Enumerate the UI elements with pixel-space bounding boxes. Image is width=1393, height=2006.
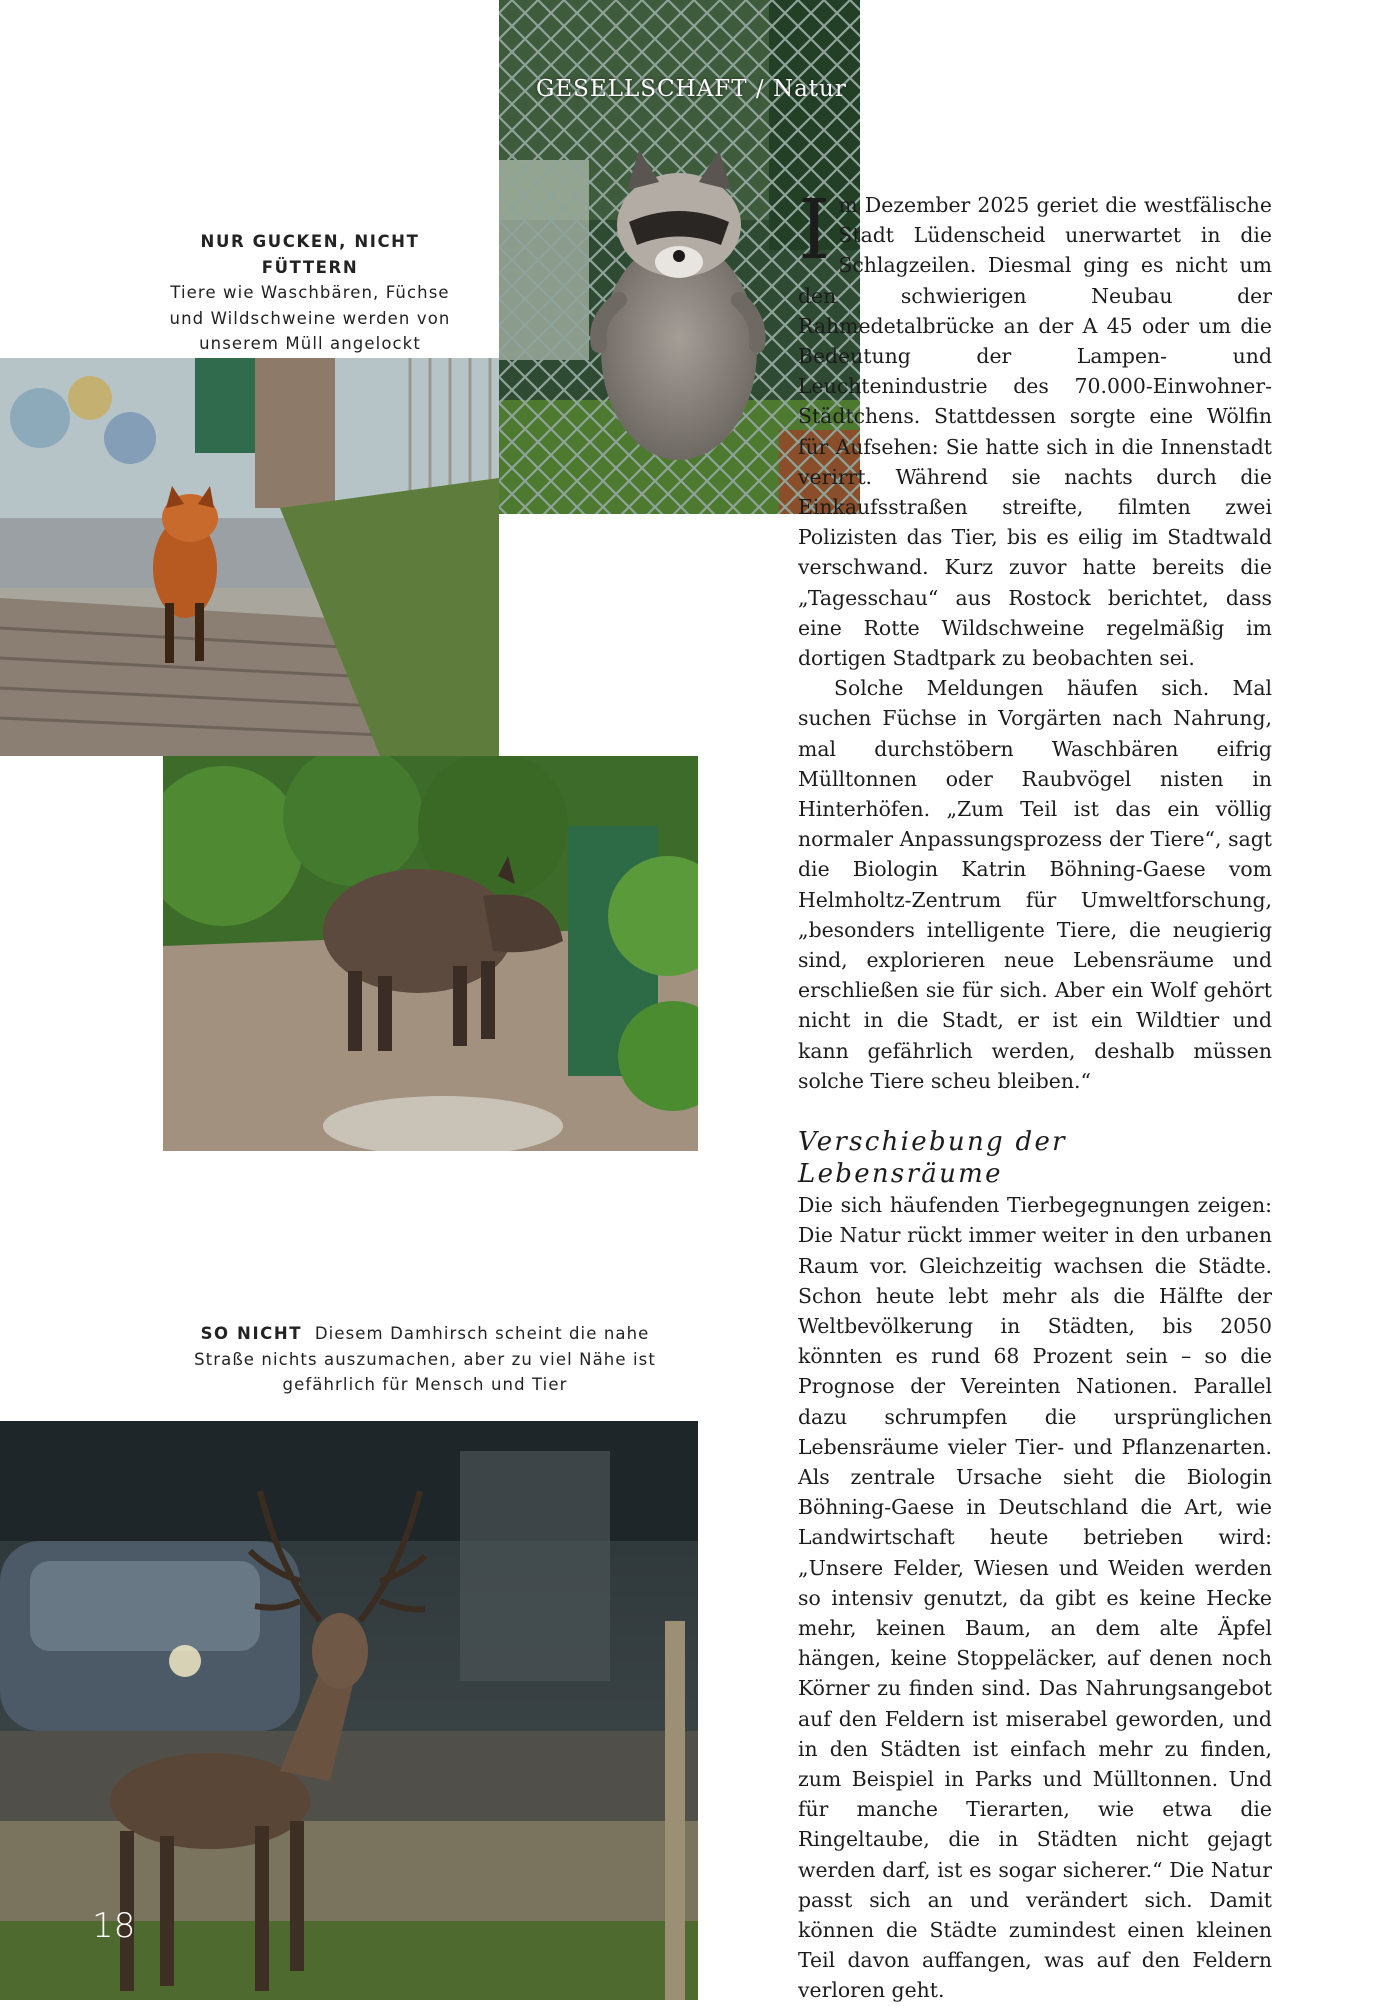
photo-caption-raccoon	[150, 229, 470, 357]
section-category: GESELLSCHAFT	[536, 76, 748, 102]
caption-lead: NUR GUCKEN, NICHT FÜTTERN	[200, 232, 420, 277]
paragraph-text: m Dezember 2025 geriet die westfälische Stadt Lüdenscheid unerwartet in die Schlagzeilen. Diesmal ging es nicht um den schwierigen Neubau der Rahmedetalbrücke an der A 45 oder um die Bedeutung der Lampen- und Leuchtenindustrie des 70.000-Einwohner-Städtchens. Stattdessen sorgte eine Wölfin für Aufsehen: Sie hatte sich in die Innenstadt verirrt. Während sie nachts durch die Einkaufsstraßen streifte, filmten zwei Polizisten das Tier, bis es eilig im Stadtwald verschwand. Kurz zuvor hatte bereits die „Tagesschau“ aus Rostock berichtet, dass eine Rotte Wildschweine regelmäßig im dortigen Stadtpark zu beobachten sei.	[798, 193, 1272, 671]
article-paragraph-3: Die sich häufenden Tierbegegnungen zeigen: Die Natur rückt immer weiter in den urbanen Raum vor. Gleichzeitig wachsen die Städte. Schon heute lebt mehr als die Hälfte der Weltbevölkerung in Städten, bis 2050 könnten es rund 68 Prozent sein – so die Prognose der Vereinten Nationen. Parallel dazu schrumpfen die ursprünglichen Lebensräume vieler Tier- und Pflanzenarten. Als zentrale Ursache sieht die Biologin Böhning-Gaese in Deutschland die Art, wie Landwirtschaft heute betrieben wird: „Unsere Felder, Wiesen und Weiden werden so intensiv genutzt, da gibt es keine Hecke mehr, keinen Baum, an dem alte Äpfel hängen, keine Stoppeläcker, auf denen noch Körner zu finden sind. Das Nahrungsangebot auf den Feldern ist miserabel geworden, und in den Städten ist einfach mehr zu finden, zum Beispiel in Parks und Mülltonnen. Und für manche Tierarten, wie etwa die Ringeltaube, die in Städten nicht gejagt werden darf, ist es sogar sicherer.“ Die Natur passt sich an und verändert sich. Damit können die Städte zumindest einen kleinen Teil davon auffangen, was auf den Feldern verloren geht.	[798, 1193, 1272, 2003]
caption-text: Tiere wie Waschbären, Füchse und Wildschweine werden von unserem Müll angelockt	[169, 283, 451, 353]
section-subcategory: Natur	[772, 76, 847, 102]
wild-boar-photo	[163, 756, 698, 1151]
article-paragraph-1	[798, 183, 1272, 673]
section-label	[536, 76, 847, 102]
caption-lead: SO NICHT	[200, 1324, 303, 1343]
photo-caption-deer	[175, 1321, 675, 1398]
article-paragraph-2: Solche Meldungen häufen sich. Mal suchen Füchse in Vorgärten nach Nahrung, mal durchstöbern Waschbären eifrig Mülltonnen oder Raubvögel nisten in Hinterhöfen. „Zum Teil ist das ein völlig normaler Anpassungsprozess der Tiere“, sagt die Biologin Katrin Böhning-Gaese vom Helmholtz-Zentrum für Umweltforschung, „besonders intelligente Tiere, die neugierig sind, explorieren neue Lebensräume und erschließen sie für sich. Aber ein Wolf gehört nicht in die Stadt, er ist ein Wildtier und kann gefährlich werden, deshalb müssen solche Tiere scheu bleiben.“	[798, 676, 1272, 1093]
page-number: 18	[92, 1906, 136, 1946]
drop-cap: I	[798, 183, 831, 278]
fox-photo	[0, 358, 499, 756]
section-separator: /	[755, 76, 765, 102]
article-subheading: Verschiebung der Lebensräume	[798, 1127, 1067, 1190]
caption-text: Diesem Damhirsch scheint die nahe Straße nichts auszumachen, aber zu viel Nähe ist gefährlich für Mensch und Tier	[194, 1324, 656, 1394]
article-body	[798, 183, 1272, 2006]
